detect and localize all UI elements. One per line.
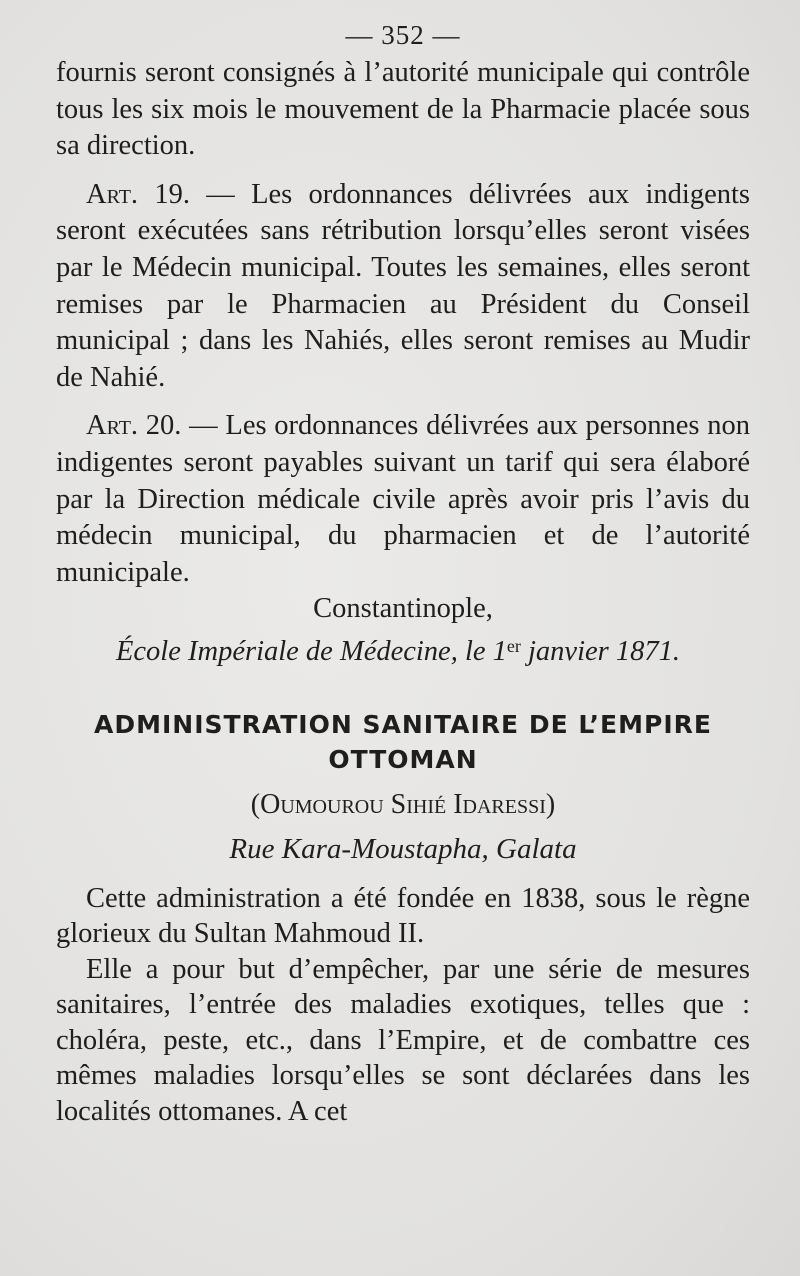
signature-date-prefix: École Impériale de Médecine, le 1 [116,635,507,667]
section-body [56,881,750,1130]
signature-date-sup: er [506,635,521,656]
signature-date [46,628,750,671]
section-paragraph-2: Elle a pour but d’empêcher, par une série de mesures sanitaires, l’entrée des maladies exotiques, telles que : choléra, peste, etc., dans l’Empire, et de combattre ces mêmes maladies lorsqu’elles se sont déclarées dans les localités ottomanes. A cet [56,953,750,1128]
article-19 [56,177,750,397]
section-paragraph-1: Cette administration a été fondée en 1838, sous le règne glorieux du Sultan Mahmoud II. [56,882,750,950]
page-number: — 352 — [345,20,461,50]
paragraph-continuation: fournis seront consignés à l’autorité municipale qui contrôle tous les six mois le mouvement de la Pharmacie placée sous sa direction. [56,57,750,162]
article-20-label: Art. 20. [86,410,182,442]
section-subtitle: (Oumourou Sihié Idaressi) [250,788,556,820]
section-heading: ADMINISTRATION SANITAIRE DE L’EMPIRE OTTOMAN [94,709,712,774]
signature-place: Constantinople, [313,593,493,625]
article-19-text: — Les ordonnances délivrées aux indigents seront exécutées sans rétribution lorsqu’elles seront visées par le Médecin municipal. Toutes les semaines, elles seront remises par le Pharmacien au Président du Conseil municipal ; dans les Nahiés, elles seront remises au Mudir de Nahié. [56,178,751,393]
section-address: Rue Kara-Moustapha, Galata [229,832,577,865]
signature-date-suffix: janvier 1871. [520,635,680,667]
article-20-text: — Les ordonnances délivrées aux personnes non indigentes seront payables suivant un tarif qui sera élaboré par la Direction médicale civile après avoir pris l’avis du médecin municipal, du pharmacien et de l’autorité municipale. [56,410,751,588]
article-19-label: Art. 19. [86,178,190,210]
article-20 [56,408,750,591]
